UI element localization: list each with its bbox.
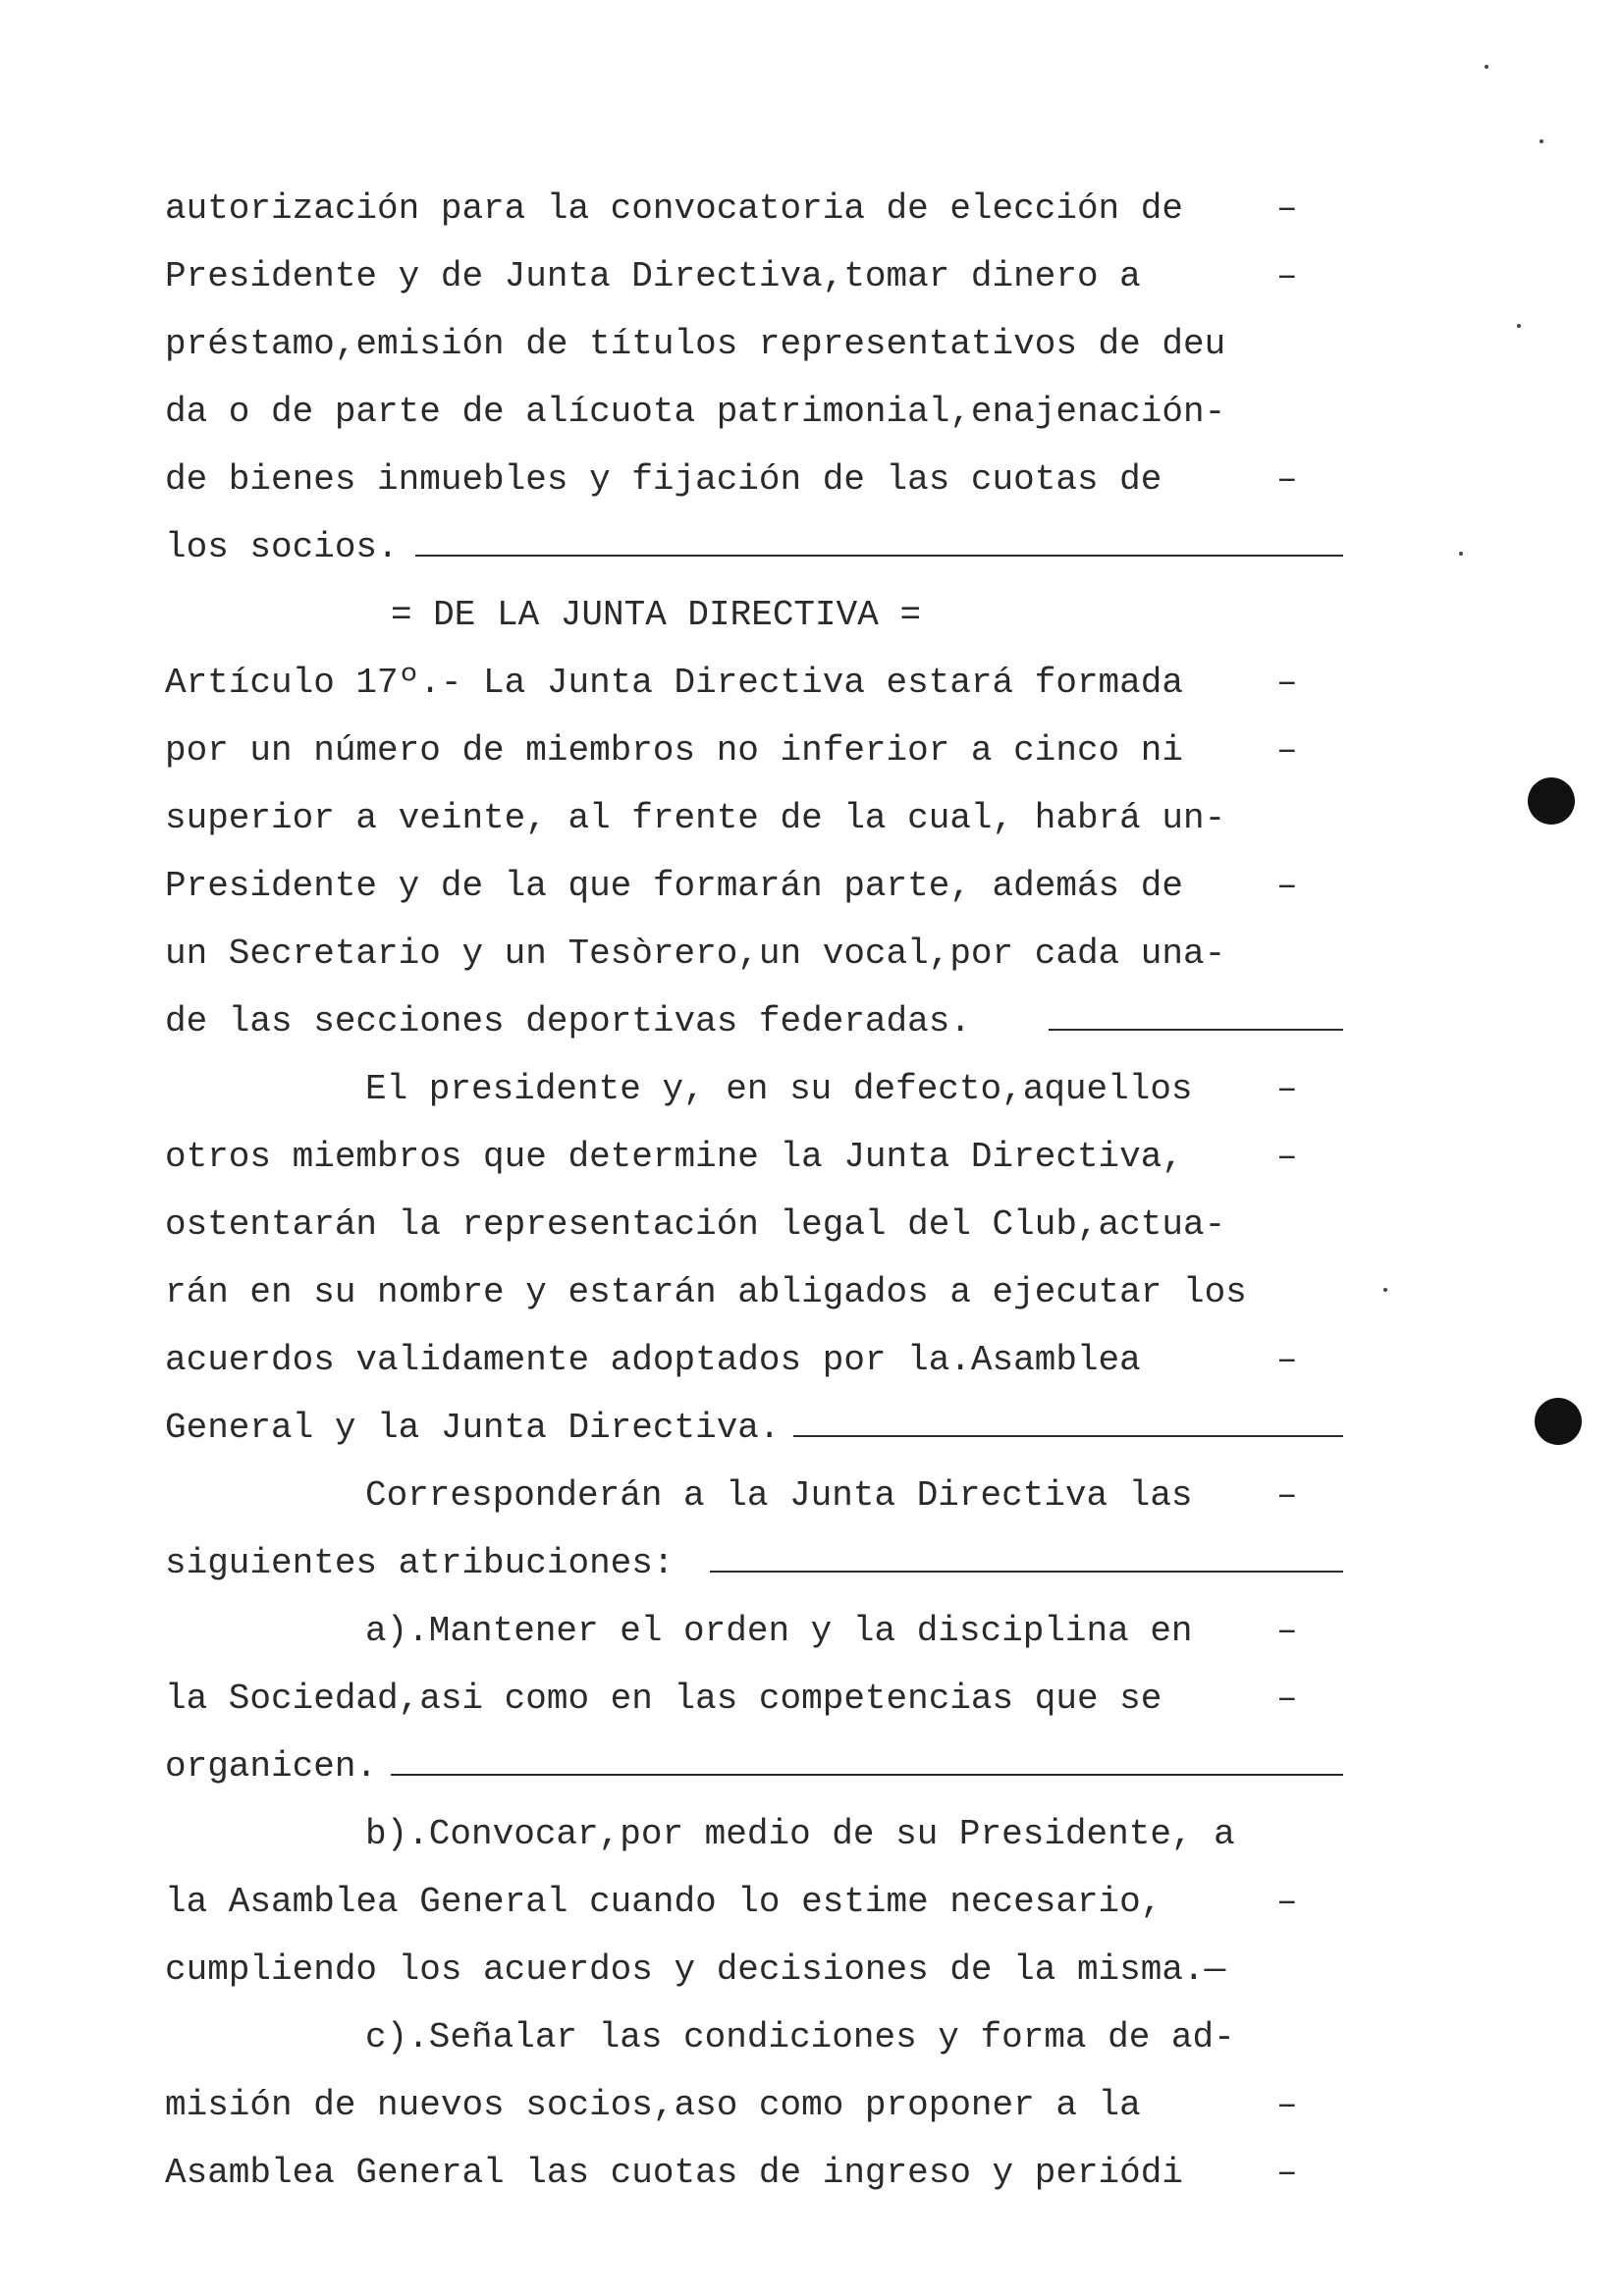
scan-speck bbox=[1383, 1288, 1387, 1292]
list-item-line: a).Mantener el orden y la disciplina en – bbox=[365, 1611, 1298, 1651]
text-line: organicen. bbox=[165, 1733, 1343, 1800]
text-line: los socios. bbox=[165, 513, 1343, 581]
punch-hole-mark bbox=[1528, 777, 1575, 825]
text-line: misión de nuevos socios,aso como proponer a la – bbox=[165, 2085, 1298, 2125]
text-line: la Asamblea General cuando lo estime necesario, – bbox=[165, 1882, 1298, 1922]
text-line: autorización para la convocatoria de elección de – bbox=[165, 188, 1298, 229]
text-line: otros miembros que determine la Junta Directiva, – bbox=[165, 1137, 1298, 1177]
fill-rule bbox=[391, 1774, 1343, 1776]
fill-rule bbox=[1049, 1029, 1343, 1031]
text-line: la Sociedad,asi como en las competencias que se – bbox=[165, 1679, 1298, 1719]
text-line: Presidente y de la que formarán parte, además de – bbox=[165, 866, 1298, 906]
text-line: Presidente y de Junta Directiva,tomar dinero a – bbox=[165, 256, 1298, 296]
paragraph-start-line: Corresponderán a la Junta Directiva las – bbox=[365, 1475, 1298, 1516]
text-line: acuerdos validamente adoptados por la.Asamblea – bbox=[165, 1340, 1298, 1380]
text-line: de bienes inmuebles y fijación de las cuotas de – bbox=[165, 459, 1298, 500]
text-line: de las secciones deportivas federadas. bbox=[165, 988, 1343, 1055]
text-line: ostentarán la representación legal del Club,actua- bbox=[165, 1204, 1226, 1245]
paragraph-start-line: El presidente y, en su defecto,aquellos – bbox=[365, 1069, 1298, 1109]
text-line: superior a veinte, al frente de la cual, habrá un- bbox=[165, 798, 1226, 838]
scan-speck bbox=[1540, 139, 1543, 143]
fill-rule bbox=[710, 1571, 1343, 1573]
text-line: General y la Junta Directiva. bbox=[165, 1394, 1343, 1462]
scan-speck bbox=[1459, 552, 1463, 556]
text-line: por un número de miembros no inferior a cinco ni – bbox=[165, 730, 1298, 771]
typed-text-body bbox=[165, 175, 1343, 2207]
text-line: préstamo,emisión de títulos representativos de deu bbox=[165, 324, 1226, 364]
scan-speck bbox=[1485, 65, 1488, 69]
list-item-line: c).Señalar las condiciones y forma de ad- bbox=[365, 2017, 1235, 2057]
text-line: un Secretario y un Tesòrero,un vocal,por cada una- bbox=[165, 934, 1226, 974]
text-line: Asamblea General las cuotas de ingreso y periódi – bbox=[165, 2153, 1298, 2193]
scan-speck bbox=[1517, 324, 1521, 328]
list-item-line: b).Convocar,por medio de su Presidente, a bbox=[365, 1814, 1235, 1854]
text-line: Artículo 17º.- La Junta Directiva estará formada – bbox=[165, 663, 1298, 703]
section-heading: = DE LA JUNTA DIRECTIVA = bbox=[390, 595, 922, 635]
fill-rule bbox=[793, 1435, 1343, 1437]
text-line: siguientes atribuciones: bbox=[165, 1529, 1343, 1597]
text-line: rán en su nombre y estarán abligados a ejecutar los bbox=[165, 1272, 1247, 1312]
text-line: da o de parte de alícuota patrimonial,enajenación- bbox=[165, 392, 1226, 432]
punch-hole-mark bbox=[1535, 1398, 1582, 1445]
fill-rule bbox=[415, 555, 1343, 557]
text-line: cumpliendo los acuerdos y decisiones de la misma.— bbox=[165, 1949, 1226, 1990]
